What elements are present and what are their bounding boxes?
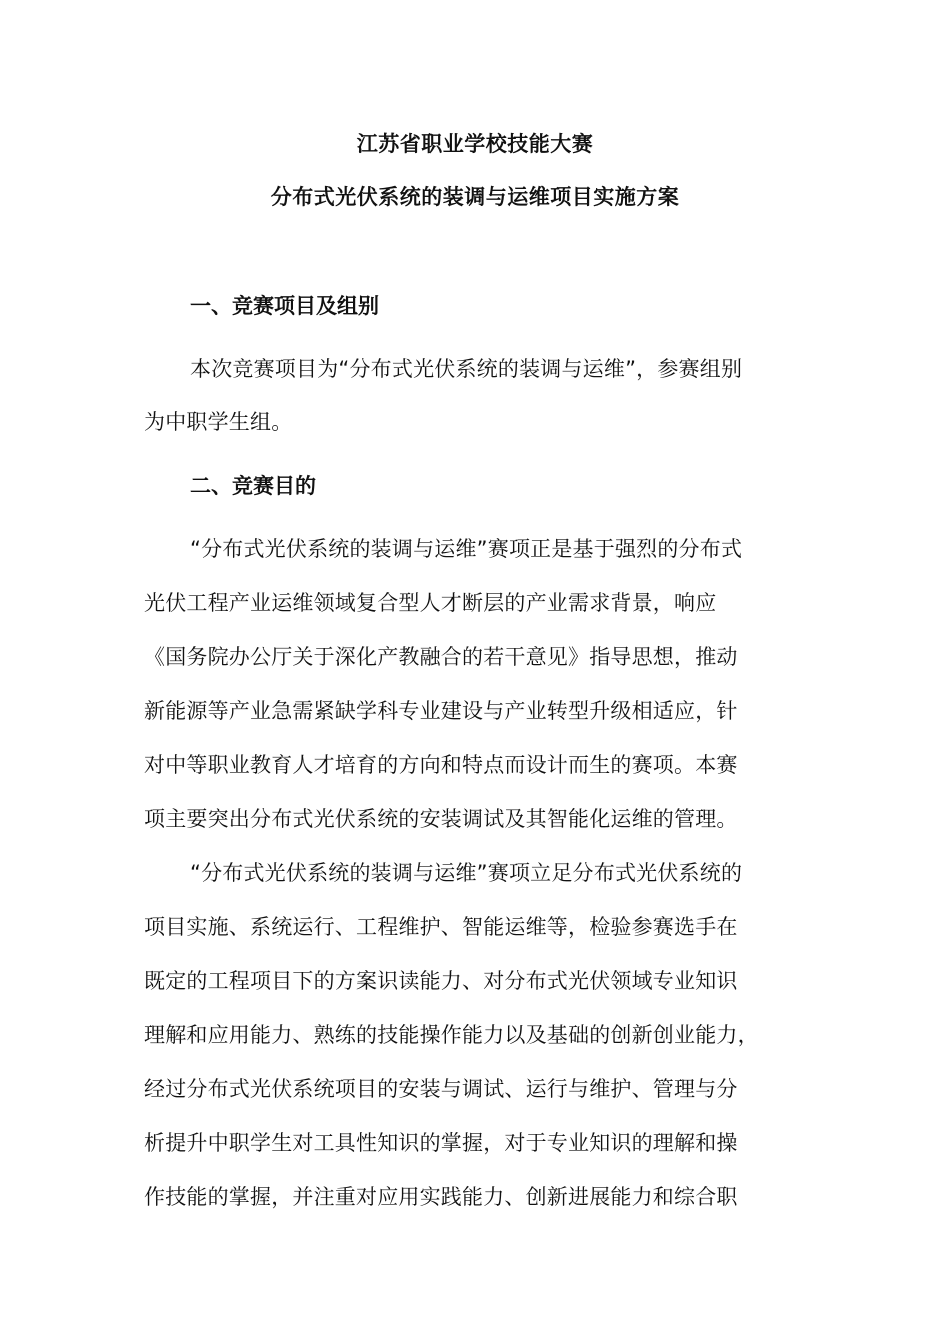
section-1-heading: 一、竞赛项目及组别 xyxy=(190,294,379,318)
paragraph-line: 光伏工程产业运维领域复合型人才断层的产业需求背景，响应 xyxy=(144,591,717,615)
paragraph-line: 理解和应用能力、熟练的技能操作能力以及基础的创新创业能力， xyxy=(144,1023,759,1047)
paragraph-line: 析提升中职学生对工具性知识的掌握，对于专业知识的理解和操 xyxy=(144,1131,738,1155)
paragraph-line: 作技能的掌握，并注重对应用实践能力、创新进展能力和综合职 xyxy=(144,1185,738,1209)
paragraph-line: “分布式光伏系统的装调与运维”赛项正是基于强烈的分布式 xyxy=(190,537,743,561)
paragraph-line: 《国务院办公厅关于深化产教融合的若干意见》指导思想，推动 xyxy=(144,645,738,669)
paragraph-line: 项主要突出分布式光伏系统的安装调试及其智能化运维的管理。 xyxy=(144,807,738,831)
paragraph-line: 本次竞赛项目为“分布式光伏系统的装调与运维”，参赛组别 xyxy=(190,357,743,381)
paragraph-line: 经过分布式光伏系统项目的安装与调试、运行与维护、管理与分 xyxy=(144,1077,738,1101)
document-subtitle: 分布式光伏系统的装调与运维项目实施方案 xyxy=(270,185,680,209)
section-2-heading: 二、竞赛目的 xyxy=(190,474,316,498)
paragraph-line: “分布式光伏系统的装调与运维”赛项立足分布式光伏系统的 xyxy=(190,861,743,885)
document-title: 江苏省职业学校技能大赛 xyxy=(356,132,594,156)
paragraph-line: 对中等职业教育人才培育的方向和特点而设计而生的赛项。本赛 xyxy=(144,753,738,777)
paragraph-line: 为中职学生组。 xyxy=(144,410,293,434)
paragraph-line: 既定的工程项目下的方案识读能力、对分布式光伏领域专业知识 xyxy=(144,969,738,993)
paragraph-line: 项目实施、系统运行、工程维护、智能运维等，检验参赛选手在 xyxy=(144,915,738,939)
paragraph-line: 新能源等产业急需紧缺学科专业建设与产业转型升级相适应，针 xyxy=(144,699,738,723)
